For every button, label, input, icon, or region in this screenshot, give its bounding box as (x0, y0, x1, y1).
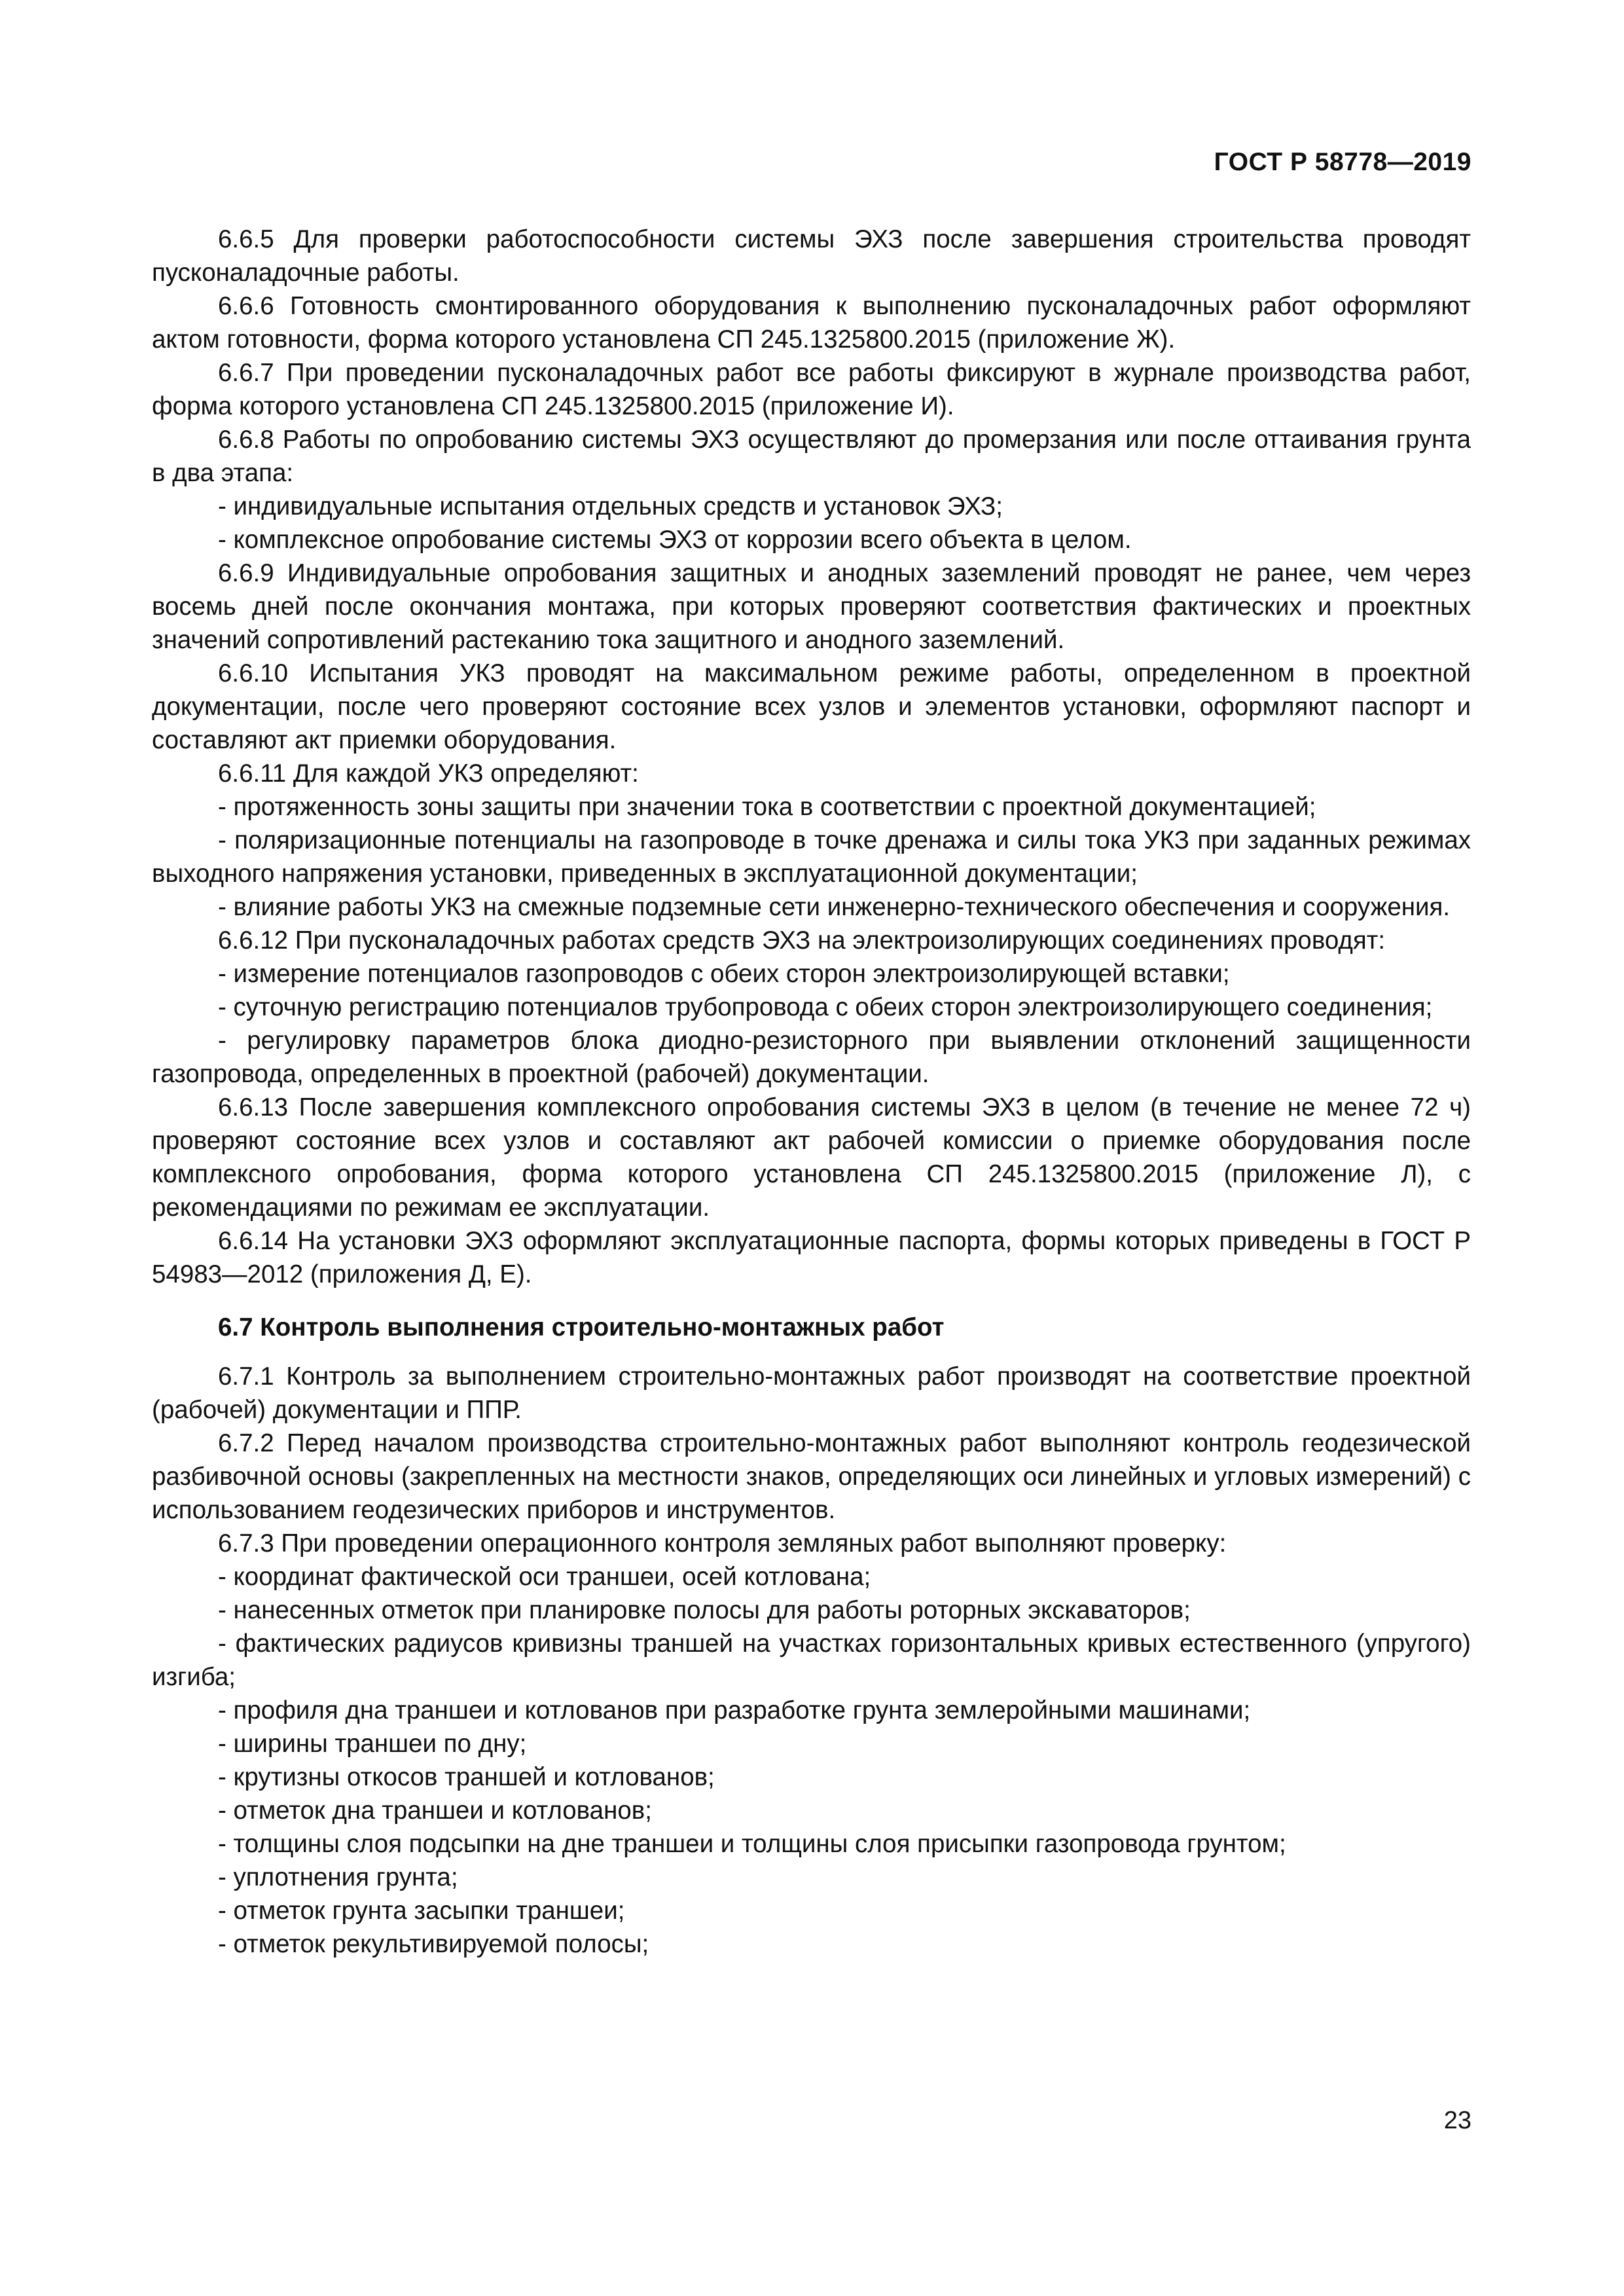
paragraph: 6.6.13 После завершения комплексного опробования системы ЭХЗ в целом (в течение не менее 72 ч) проверяют состояние всех узлов и составляют акт рабочей комиссии о приемке оборудования после комплексного опробования, форма которого установлена СП 245.1325800.2015 (приложение Л), с рекомендациями по режимам ее эксплуатации. (152, 1093, 1471, 1222)
paragraph: 6.7.1 Контроль за выполнением строительно-монтажных работ производят на соответствие проектной (рабочей) документации и ППР. (152, 1362, 1471, 1424)
section-heading: 6.7 Контроль выполнения строительно-монтажных работ (218, 1313, 945, 1341)
paragraph: 6.6.11 Для каждой УКЗ определяют: (218, 759, 639, 788)
paragraph: 6.6.5 Для проверки работоспособности системы ЭХЗ после завершения строительства проводят пусконаладочные работы. (152, 225, 1471, 287)
list-item: - влияние работы УКЗ на смежные подземные сети инженерно-технического обеспечения и сооружения. (218, 893, 1451, 921)
list-item: - ширины траншеи по дну; (218, 1730, 527, 1758)
document-body (152, 223, 1471, 1961)
paragraph: 6.7.3 При проведении операционного контроля земляных работ выполняют проверку: (218, 1529, 1227, 1558)
list-item: - протяженность зоны защиты при значении тока в соответствии с проектной документацией; (218, 793, 1316, 821)
paragraph: 6.6.9 Индивидуальные опробования защитных и анодных заземлений проводят не ранее, чем через восемь дней после окончания монтажа, при которых проверяют соответствия фактических и проектных значений сопротивлений растеканию тока защитного и анодного заземлений. (152, 559, 1471, 654)
list-item: - профиля дна траншеи и котлованов при разработке грунта землеройными машинами; (218, 1696, 1251, 1724)
paragraph: 6.6.14 На установки ЭХЗ оформляют эксплуатационные паспорта, формы которых приведены в ГОСТ Р 54983—2012 (приложения Д, Е). (152, 1227, 1471, 1288)
list-item: - отметок грунта засыпки траншеи; (218, 1897, 625, 1925)
list-item: - фактических радиусов кривизны траншей на участках горизонтальных кривых естественного (упругого) изгиба; (152, 1630, 1471, 1691)
list-item: - нанесенных отметок при планировке полосы для работы роторных экскаваторов; (218, 1596, 1191, 1624)
list-item: - поляризационные потенциалы на газопроводе в точке дренажа и силы тока УКЗ при заданных режимах выходного напряжения установки, приведенных в эксплуатационной документации; (152, 826, 1471, 888)
paragraph: 6.6.12 При пусконаладочных работах средств ЭХЗ на электроизолирующих соединениях проводят: (218, 926, 1386, 955)
list-item: - уплотнения грунта; (218, 1863, 458, 1891)
paragraph: 6.6.6 Готовность смонтированного оборудования к выполнению пусконаладочных работ оформляют актом готовности, форма которого установлена СП 245.1325800.2015 (приложение Ж). (152, 292, 1471, 354)
list-item: - измерение потенциалов газопроводов с обеих сторон электроизолирующей вставки; (218, 960, 1230, 988)
list-item: - толщины слоя подсыпки на дне траншеи и толщины слоя присыпки газопровода грунтом; (218, 1830, 1286, 1858)
list-item: - отметок дна траншеи и котлованов; (218, 1796, 652, 1825)
list-item: - координат фактической оси траншеи, осей котлована; (218, 1563, 871, 1591)
list-item: - регулировку параметров блока диодно-резисторного при выявлении отклонений защищенности газопровода, определенных в проектной (рабочей) документации. (152, 1027, 1471, 1088)
list-item: - отметок рекультивируемой полосы; (218, 1930, 649, 1958)
list-item: - индивидуальные испытания отдельных средств и установок ЭХЗ; (218, 492, 1003, 520)
document-header: ГОСТ Р 58778—2019 (1214, 148, 1471, 176)
section-6-6-content (152, 223, 1471, 1291)
list-item: - комплексное опробование системы ЭХЗ от коррозии всего объекта в целом. (218, 526, 1132, 554)
section-6-7-content (152, 1360, 1471, 1961)
paragraph: 6.7.2 Перед началом производства строительно-монтажных работ выполняют контроль геодезической разбивочной основы (закрепленных на местности знаков, определяющих оси линейных и угловых измерений) с использованием геодезических приборов и инструментов. (152, 1429, 1471, 1524)
paragraph: 6.6.10 Испытания УКЗ проводят на максимальном режиме работы, определенном в проектной документации, после чего проверяют состояние всех узлов и элементов установки, оформляют паспорт и составляют акт приемки оборудования. (152, 659, 1471, 754)
paragraph: 6.6.7 При проведении пусконаладочных работ все работы фиксируют в журнале производства работ, форма которого установлена СП 245.1325800.2015 (приложение И). (152, 359, 1471, 420)
page-number: 23 (1443, 2107, 1471, 2134)
paragraph: 6.6.8 Работы по опробованию системы ЭХЗ осуществляют до промерзания или после оттаивания грунта в два этапа: (152, 426, 1471, 487)
list-item: - суточную регистрацию потенциалов трубопровода с обеих сторон электроизолирующего соединения; (218, 993, 1433, 1021)
list-item: - крутизны откосов траншей и котлованов; (218, 1763, 715, 1791)
